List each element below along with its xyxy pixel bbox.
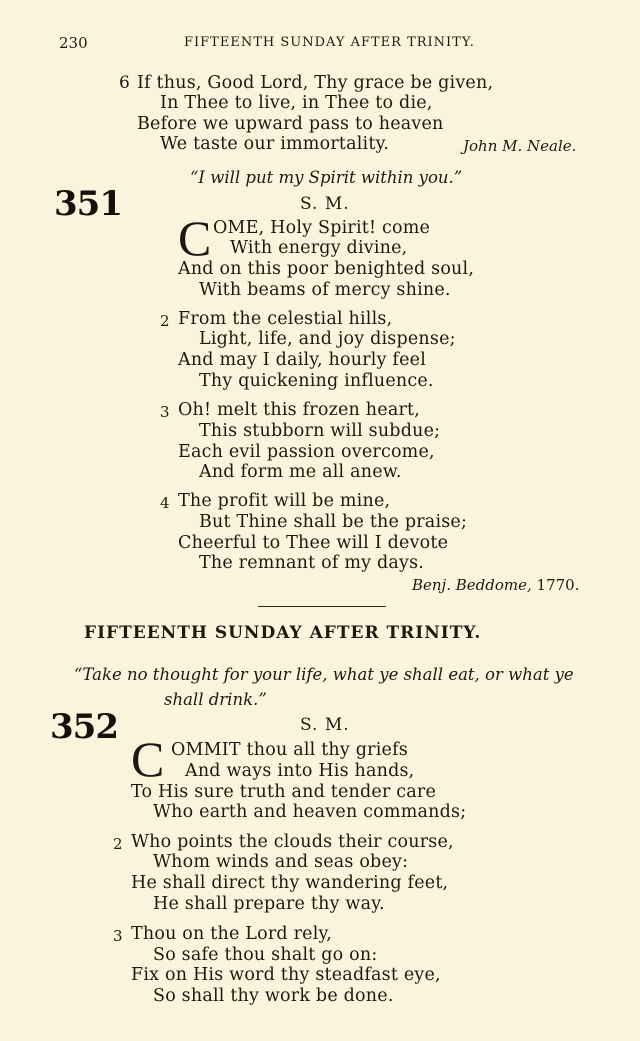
hymn-line: Who earth and heaven commands; [153, 802, 467, 822]
hymn-line: So safe thou shalt go on: [153, 945, 378, 965]
hymn-number: 352 [50, 707, 118, 747]
hymn-line [213, 218, 430, 238]
author-year: 1770. [536, 576, 580, 594]
section-title: FIFTEENTH SUNDAY AFTER TRINITY. [84, 623, 482, 643]
epigraph: “I will put my Spirit within you.” [190, 168, 463, 187]
section-divider [258, 606, 386, 607]
drop-cap: C [178, 210, 212, 266]
epigraph: shall drink.” [164, 690, 267, 709]
hymn-line: We taste our immortality. [160, 134, 390, 154]
hymn-line: And form me all anew. [199, 462, 402, 482]
stanza-number: 2 [113, 835, 123, 853]
hymn-line: And may I daily, hourly feel [178, 350, 427, 370]
meter-label: S. M. [300, 715, 350, 735]
hymn-line: In Thee to live, in Thee to die, [160, 93, 433, 113]
hymn-line: Thou on the Lord rely, [131, 924, 333, 944]
hymn-line: Light, life, and joy dispense; [199, 329, 456, 349]
hymn-line: To His sure truth and tender care [131, 782, 437, 802]
hymn-line: Fix on His word thy steadfast eye, [131, 965, 441, 985]
stanza-number: 2 [160, 312, 170, 330]
stanza-number: 3 [160, 403, 170, 421]
hymn-line: He shall prepare thy way. [153, 894, 385, 914]
hymn-line: And ways into His hands, [185, 761, 415, 781]
stanza-number: 4 [160, 494, 170, 512]
hymn-line: So shall thy work be done. [153, 986, 394, 1006]
hymn-line: From the celestial hills, [178, 309, 393, 329]
hymn-line: Who points the clouds their course, [131, 832, 454, 852]
epigraph: “Take no thought for your life, what ye shall eat, or what ye [74, 665, 574, 684]
hymn-line-text: OME, Holy Spirit! come [213, 218, 431, 238]
hymn-line: This stubborn will subdue; [199, 421, 441, 441]
hymn-line: With beams of mercy shine. [199, 280, 451, 300]
hymn-line: Whom winds and seas obey: [153, 852, 409, 872]
author-attribution: John M. Neale. [463, 137, 577, 155]
hymn-line: Thy quickening influence. [199, 371, 434, 391]
stanza-number: 6 [119, 73, 130, 93]
stanza-number: 3 [113, 927, 123, 945]
hymn-line: Oh! melt this frozen heart, [178, 400, 421, 420]
hymn-line [171, 740, 408, 760]
hymn-line: And on this poor benighted soul, [178, 259, 475, 279]
hymn-line: But Thine shall be the praise; [199, 512, 468, 532]
hymn-line: Before we upward pass to heaven [137, 114, 444, 134]
hymn-line: Cheerful to Thee will I devote [178, 533, 449, 553]
hymn-line: With energy divine, [230, 238, 408, 258]
hymn-line: The profit will be mine, [178, 491, 391, 511]
drop-cap: C [131, 731, 165, 787]
hymn-line: The remnant of my days. [199, 553, 425, 573]
author-attribution [412, 576, 580, 594]
running-title: FIFTEENTH SUNDAY AFTER TRINITY. [184, 35, 475, 50]
hymn-line: Each evil passion overcome, [178, 442, 435, 462]
hymn-number: 351 [54, 184, 122, 224]
author-name: Benj. Beddome, [412, 576, 532, 594]
meter-label: S. M. [300, 194, 350, 214]
hymn-line-text: OMMIT thou all thy griefs [171, 740, 408, 760]
hymn-line: If thus, Good Lord, Thy grace be given, [137, 73, 494, 93]
page-number: 230 [59, 34, 88, 52]
hymn-line: He shall direct thy wandering feet, [131, 873, 449, 893]
